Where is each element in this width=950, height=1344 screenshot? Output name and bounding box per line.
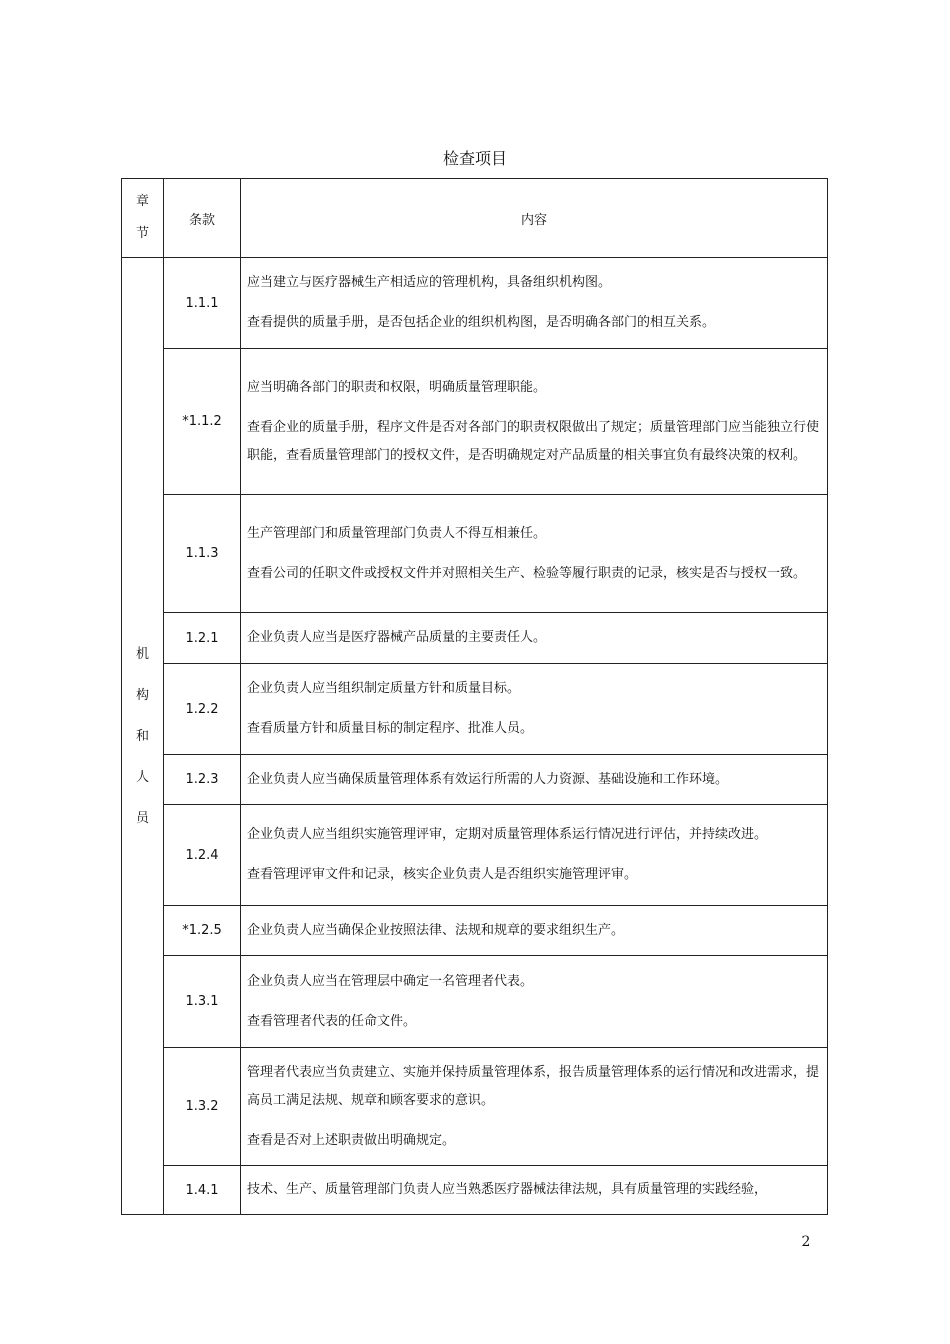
clause-content bbox=[241, 349, 828, 495]
table-row bbox=[122, 956, 828, 1048]
clause-content bbox=[241, 613, 828, 664]
clause-content bbox=[241, 495, 828, 613]
table-row bbox=[122, 805, 828, 906]
clause-number: 1.1.1 bbox=[164, 258, 241, 349]
content-paragraph: 企业负责人应当组织制定质量方针和质量目标。 bbox=[247, 681, 521, 696]
clause-content bbox=[241, 1166, 828, 1215]
clause-number: 1.3.2 bbox=[164, 1048, 241, 1166]
content-paragraph: 企业负责人应当在管理层中确定一名管理者代表。 bbox=[247, 973, 534, 989]
clause-content bbox=[241, 664, 828, 755]
clause-number: *1.2.5 bbox=[164, 906, 241, 956]
chapter-cell bbox=[122, 258, 164, 1215]
clause-number: *1.1.2 bbox=[164, 349, 241, 495]
table-header-row bbox=[122, 179, 828, 258]
header-chapter bbox=[122, 179, 164, 258]
content-paragraph: 技术、生产、质量管理部门负责人应当熟悉医疗器械法律法规，具有质量管理的实践经验， bbox=[247, 1182, 768, 1197]
inspection-table bbox=[121, 178, 828, 1215]
clause-content bbox=[241, 258, 828, 349]
clause-number: 1.2.3 bbox=[164, 755, 241, 805]
clause-number: 1.1.3 bbox=[164, 495, 241, 613]
table-row bbox=[122, 349, 828, 495]
page-title: 检查项目 bbox=[442, 149, 507, 168]
table-row bbox=[122, 664, 828, 755]
content-paragraph: 企业负责人应当是医疗器械产品质量的主要责任人。 bbox=[247, 630, 547, 645]
clause-content bbox=[241, 956, 828, 1048]
content-paragraph: 查看质量方针和质量目标的制定程序、批准人员。 bbox=[247, 721, 534, 736]
table-row bbox=[122, 1048, 828, 1166]
clause-content bbox=[241, 805, 828, 906]
content-paragraph: 查看是否对上述职责做出明确规定。 bbox=[247, 1132, 456, 1148]
table-row bbox=[122, 1166, 828, 1215]
page-number: 2 bbox=[801, 1234, 811, 1250]
clause-number: 1.4.1 bbox=[164, 1166, 241, 1215]
clause-content bbox=[241, 906, 828, 956]
clause-content bbox=[241, 1048, 828, 1166]
clause-number: 1.2.4 bbox=[164, 805, 241, 906]
content-paragraph: 应当明确各部门的职责和权限，明确质量管理职能。 bbox=[247, 379, 547, 395]
content-paragraph: 生产管理部门和质量管理部门负责人不得互相兼任。 bbox=[247, 525, 547, 541]
table-row bbox=[122, 755, 828, 805]
clause-content bbox=[241, 755, 828, 805]
content-paragraph: 查看提供的质量手册，是否包括企业的组织机构图，是否明确各部门的相互关系。 bbox=[247, 315, 716, 330]
clause-number: 1.2.1 bbox=[164, 613, 241, 664]
clause-number: 1.2.2 bbox=[164, 664, 241, 755]
table-row bbox=[122, 258, 828, 349]
content-paragraph: 管理者代表应当负责建立、实施并保持质量管理体系，报告质量管理体系的运行情况和改进需求，提高员工满足法规、规章和顾客要求的意识。 bbox=[247, 1064, 820, 1108]
content-paragraph: 查看管理评审文件和记录，核实企业负责人是否组织实施管理评审。 bbox=[247, 867, 638, 882]
content-paragraph: 查看公司的任职文件或授权文件并对照相关生产、检验等履行职责的记录，核实是否与授权一致。 bbox=[247, 565, 807, 581]
header-chapter-label: 章 节 bbox=[135, 194, 149, 241]
table-row bbox=[122, 613, 828, 664]
header-clause: 条款 bbox=[164, 179, 241, 258]
header-content: 内容 bbox=[241, 179, 828, 258]
chapter-label: 机 构 和 人 员 bbox=[135, 646, 149, 826]
table-row bbox=[122, 906, 828, 956]
content-paragraph: 查看管理者代表的任命文件。 bbox=[247, 1013, 417, 1029]
table-row bbox=[122, 495, 828, 613]
content-paragraph: 企业负责人应当确保质量管理体系有效运行所需的人力资源、基础设施和工作环境。 bbox=[247, 771, 729, 787]
content-paragraph: 企业负责人应当组织实施管理评审，定期对质量管理体系运行情况进行评估，并持续改进。 bbox=[247, 827, 768, 842]
clause-number: 1.3.1 bbox=[164, 956, 241, 1048]
content-paragraph: 企业负责人应当确保企业按照法律、法规和规章的要求组织生产。 bbox=[247, 922, 625, 938]
content-paragraph: 查看企业的质量手册，程序文件是否对各部门的职责权限做出了规定；质量管理部门应当能独立行使职能，查看质量管理部门的授权文件，是否明确规定对产品质量的相关事宜负有最终决策的权利。 bbox=[247, 419, 820, 463]
content-paragraph: 应当建立与医疗器械生产相适应的管理机构，具备组织机构图。 bbox=[247, 275, 612, 290]
